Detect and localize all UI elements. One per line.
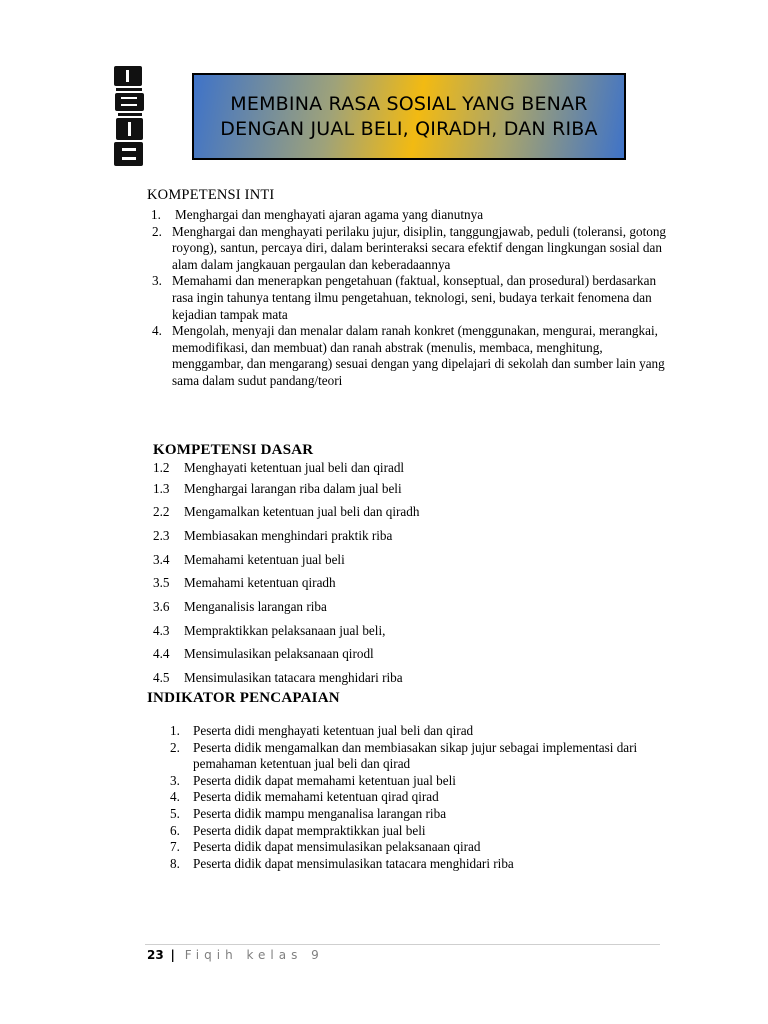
kompetensi-dasar-item: [153, 623, 385, 639]
item-text: Menghayati ketentuan jual beli dan qiradl: [184, 460, 405, 475]
item-code: 1.3: [153, 481, 170, 496]
item-number: 2.: [152, 223, 162, 239]
item-text: Membiasakan menghindari praktik riba: [184, 528, 393, 543]
item-code: 2.3: [153, 528, 170, 543]
kompetensi-inti-item: [150, 224, 670, 274]
item-text: Menganalisis larangan riba: [184, 599, 327, 614]
item-text: Menghargai dan menghayati perilaku jujur, disiplin, tanggungjawab, peduli (toleransi, gotong royong), santun, percaya diri, dalam berinteraksi secara efektif dengan lingkungan sosial dan alam dalam jangkauan pergaulan dan keberadaannya: [172, 223, 667, 272]
kompetensi-dasar-item: [153, 599, 327, 615]
item-text: Memahami dan menerapkan pengetahuan (faktual, konseptual, dan prosedural) berdasarkan rasa ingin tahunya tentang ilmu pengetahuan, teknologi, seni, budaya terkait fenomena dan kejadian tampak mata: [172, 273, 657, 322]
indikator-item: [170, 789, 640, 806]
item-text: Memahami ketentuan jual beli: [184, 552, 345, 567]
item-text: Peserta didik dapat mensimulasikan tatacara menghidari riba: [193, 855, 514, 871]
item-text: Mengamalkan ketentuan jual beli dan qiradh: [184, 504, 420, 519]
item-code: 3.4: [153, 552, 170, 567]
item-text: Peserta didi menghayati ketentuan jual beli dan qirad: [193, 723, 474, 738]
kompetensi-dasar-item: [153, 460, 404, 476]
chapter-title-box: [192, 73, 626, 160]
item-number: 1.: [170, 723, 180, 738]
kompetensi-dasar-item: [153, 504, 419, 520]
item-text: Menghargai larangan riba dalam jual beli: [184, 481, 402, 496]
page-footer: [147, 948, 324, 962]
indikator-item: [170, 806, 640, 823]
item-text: Mempraktikkan pelaksanaan jual beli,: [184, 623, 386, 638]
kompetensi-inti-heading: KOMPETENSI INTI: [147, 187, 275, 203]
item-text: Mengolah, menyaji dan menalar dalam ranah konkret (menggunakan, mengurai, merangkai, memodifikasi, dan membuat) dan ranah abstrak (menulis, membaca, menghitung, menggambar, dan mengarang) sesuai dengan yang dipelajari di sekolah dan sumber lain yang sama dalam sudut pandang/teori: [172, 323, 665, 388]
item-code: 3.6: [153, 599, 170, 614]
indikator-heading: INDIKATOR PENCAPAIAN: [147, 690, 340, 706]
footer-divider: [145, 944, 660, 945]
item-text: Peserta didik dapat mensimulasikan pelaksanaan qirad: [193, 839, 481, 855]
item-code: 4.3: [153, 623, 170, 638]
kompetensi-dasar-item: [153, 646, 374, 662]
chapter-title-line-2: DENGAN JUAL BELI, QIRADH, DAN RIBA: [220, 117, 598, 140]
item-number: 3.: [170, 772, 180, 788]
item-code: 4.5: [153, 670, 170, 685]
item-code: 4.4: [153, 646, 170, 661]
item-number: 5.: [170, 805, 180, 821]
item-number: 4.: [170, 789, 180, 805]
item-number: 7.: [170, 839, 180, 855]
item-text: Mensimulasikan tatacara menghidari riba: [184, 670, 403, 685]
kompetensi-dasar-item: [153, 481, 402, 497]
kompetensi-dasar-item: [153, 528, 392, 544]
kompetensi-dasar-item: [153, 575, 336, 591]
chapter-mark-graphic: [112, 64, 146, 168]
kompetensi-dasar-item: [153, 670, 403, 686]
item-text: Peserta didik memahami ketentuan qirad qirad: [193, 789, 439, 805]
indikator-item: [170, 856, 640, 873]
indikator-item: [170, 773, 640, 790]
item-code: 2.2: [153, 504, 170, 519]
kompetensi-inti-item: [150, 207, 670, 224]
item-number: 4.: [152, 323, 162, 339]
indikator-item: [170, 740, 640, 773]
item-number: 1.: [151, 207, 161, 222]
indikator-item: [170, 839, 640, 856]
chapter-title-line-1: MEMBINA RASA SOSIAL YANG BENAR: [230, 92, 588, 115]
item-code: 3.5: [153, 575, 170, 590]
kompetensi-dasar-heading: KOMPETENSI DASAR: [153, 442, 314, 458]
indikator-list: [170, 723, 640, 872]
indikator-item: [170, 723, 640, 740]
item-number: 6.: [170, 822, 180, 838]
item-text: Menghargai dan menghayati ajaran agama yang dianutnya: [175, 207, 484, 222]
item-text: Peserta didik dapat memahami ketentuan jual beli: [193, 772, 456, 788]
page-number: 23: [147, 948, 164, 962]
item-text: Mensimulasikan pelaksanaan qirodl: [184, 646, 374, 661]
kompetensi-inti-item: [150, 273, 670, 323]
kompetensi-inti-list: [150, 207, 670, 390]
kompetensi-dasar-item: [153, 552, 345, 568]
book-title: Fiqih kelas 9: [184, 948, 324, 962]
chapter-mark: [112, 64, 146, 168]
kompetensi-inti-item: [150, 323, 670, 389]
footer-separator: |: [170, 948, 175, 962]
item-text: Peserta didik mampu menganalisa larangan riba: [193, 805, 447, 821]
item-number: 3.: [152, 273, 162, 289]
item-text: Peserta didik mengamalkan dan membiasakan sikap jujur sebagai implementasi dari pemahaman ketentuan jual beli dan qirad: [193, 739, 638, 772]
indikator-item: [170, 823, 640, 840]
item-number: 2.: [170, 739, 180, 755]
item-code: 1.2: [153, 460, 170, 475]
item-text: Peserta didik dapat mempraktikkan jual beli: [193, 822, 426, 838]
item-number: 8.: [170, 855, 180, 871]
item-text: Memahami ketentuan qiradh: [184, 575, 336, 590]
